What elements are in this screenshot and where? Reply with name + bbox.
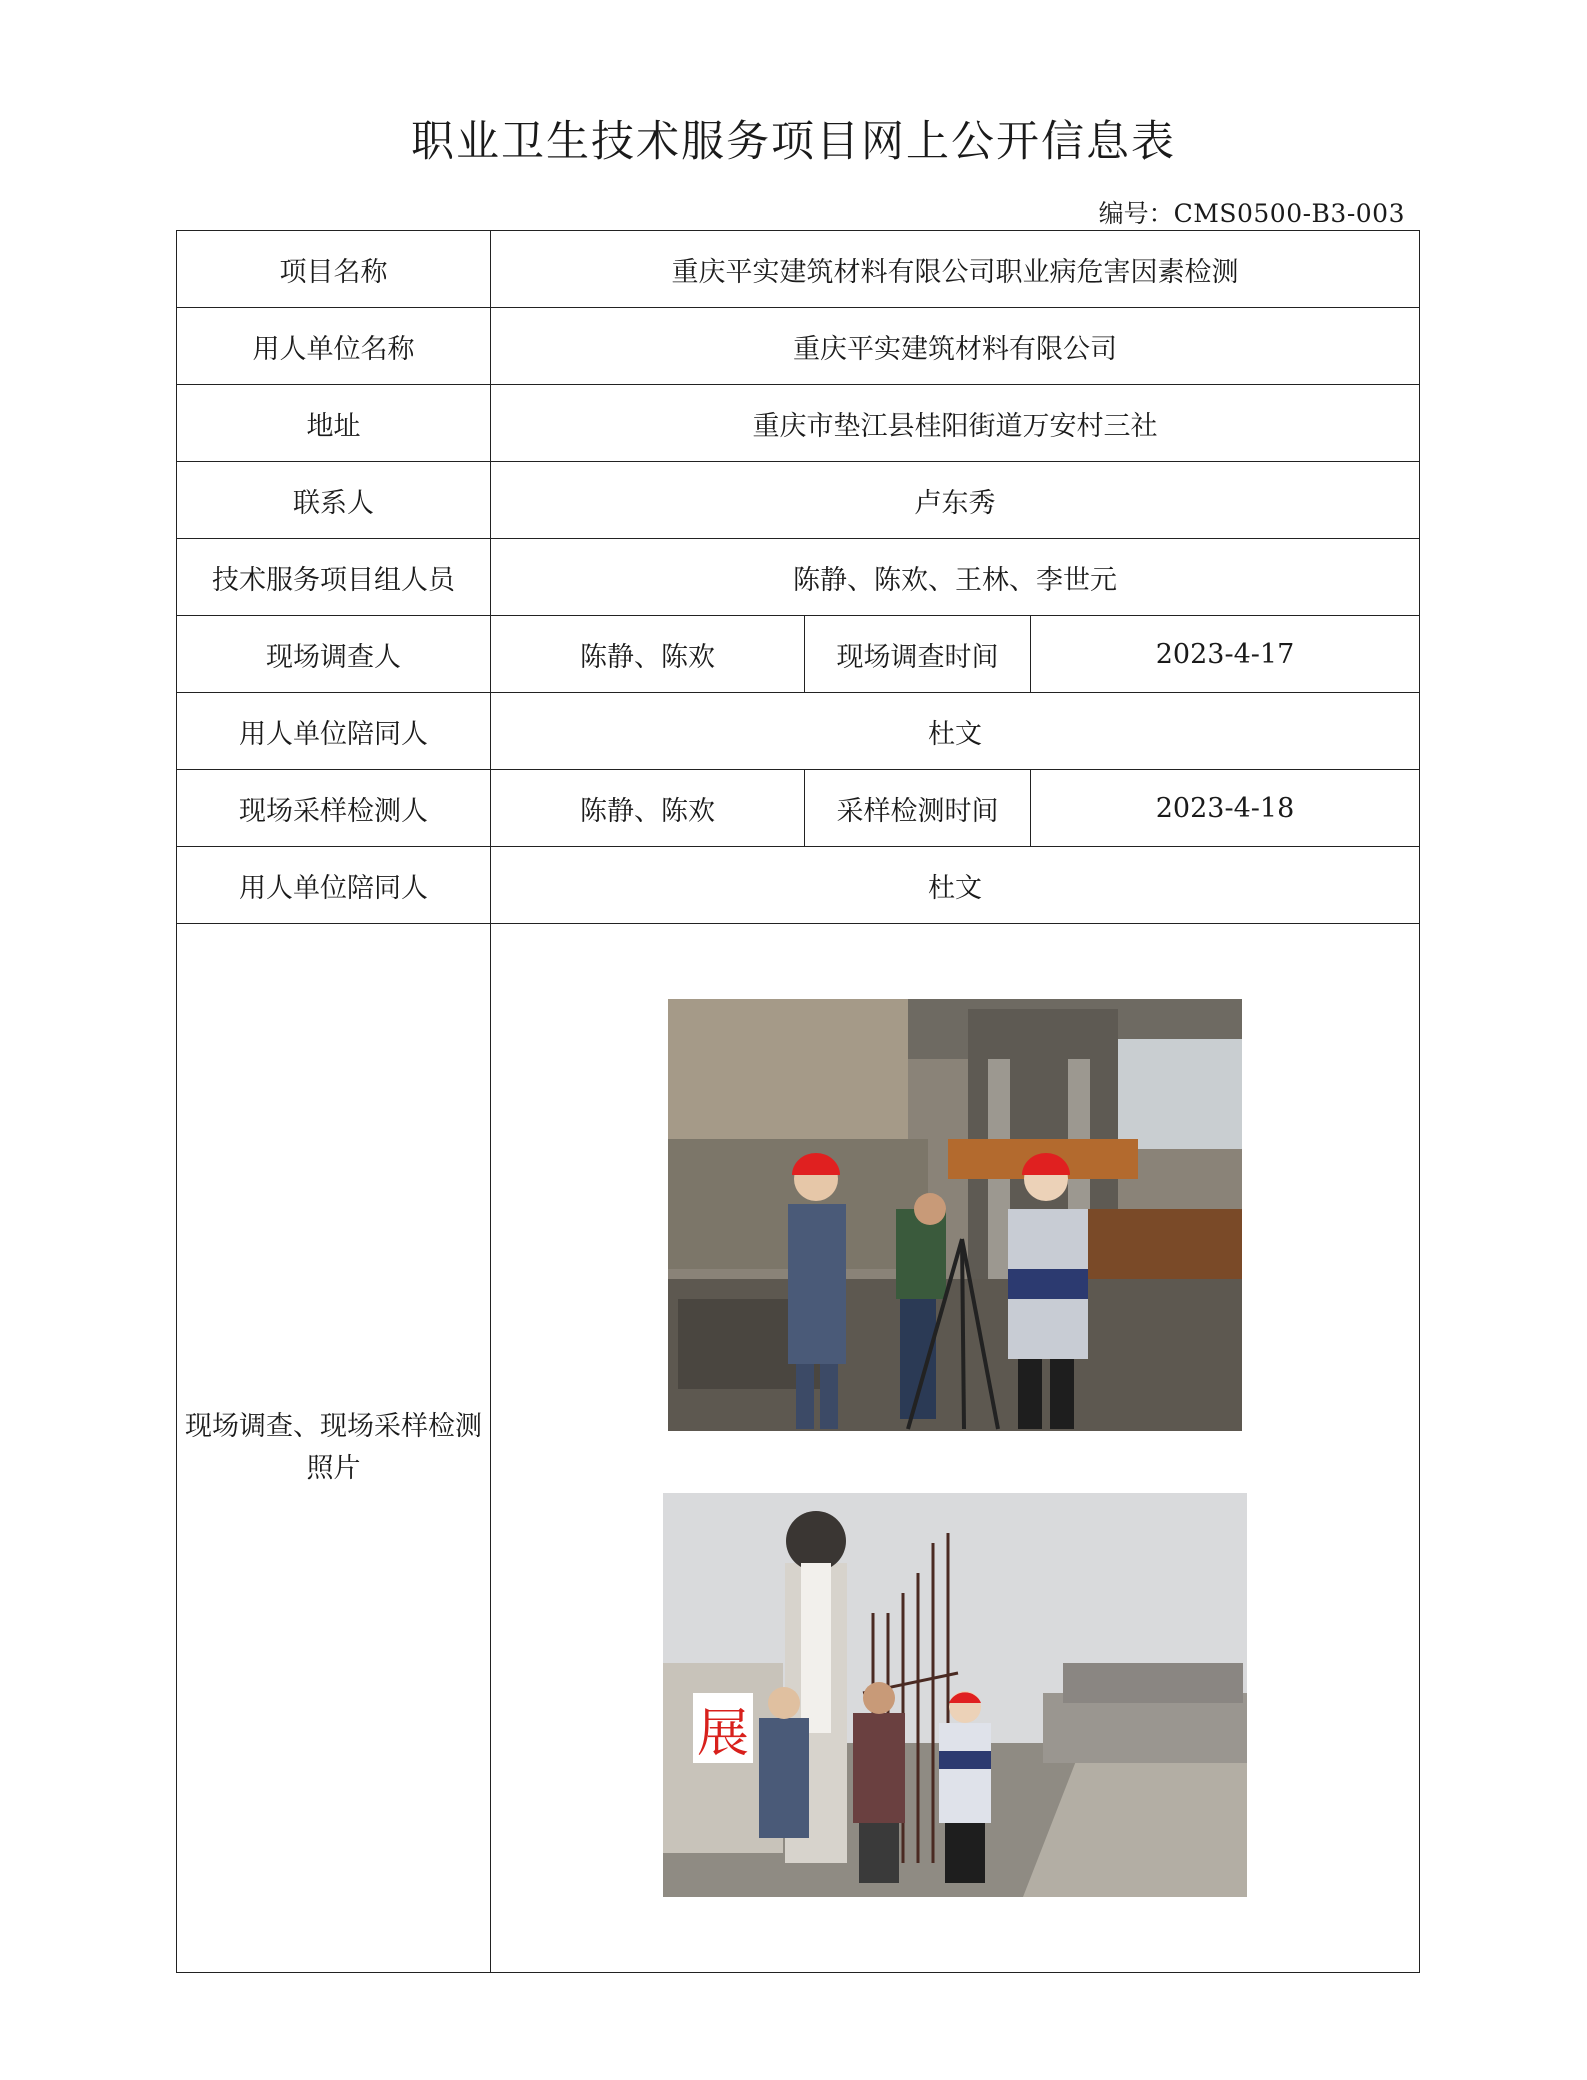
sampling-escort-label: 用人单位陪同人 bbox=[177, 847, 491, 924]
document-number bbox=[1099, 194, 1405, 230]
project-name-value: 重庆平实建筑材料有限公司职业病危害因素检测 bbox=[491, 231, 1420, 308]
sampling-time-value: 2023-4-18 bbox=[1031, 770, 1420, 847]
table-row-sampling-escort bbox=[177, 847, 1420, 924]
sampling-time-label: 采样检测时间 bbox=[805, 770, 1031, 847]
document-number-value: CMS0500-B3-003 bbox=[1173, 199, 1405, 228]
sampling-person-value: 陈静、陈欢 bbox=[491, 770, 805, 847]
employer-name-value: 重庆平实建筑材料有限公司 bbox=[491, 308, 1420, 385]
survey-person-value: 陈静、陈欢 bbox=[491, 616, 805, 693]
project-name-label: 项目名称 bbox=[177, 231, 491, 308]
table-row-survey bbox=[177, 616, 1420, 693]
survey-escort-value: 杜文 bbox=[491, 693, 1420, 770]
survey-time-value: 2023-4-17 bbox=[1031, 616, 1420, 693]
table-row-photos bbox=[177, 924, 1420, 1973]
document-number-label: 编号： bbox=[1098, 199, 1174, 228]
site-sampling-photo bbox=[668, 999, 1242, 1431]
team-value: 陈静、陈欢、王林、李世元 bbox=[491, 539, 1420, 616]
employer-name-label: 用人单位名称 bbox=[177, 308, 491, 385]
table-row-employer bbox=[177, 308, 1420, 385]
sampling-escort-value: 杜文 bbox=[491, 847, 1420, 924]
table-row-survey-escort bbox=[177, 693, 1420, 770]
sampling-person-label: 现场采样检测人 bbox=[177, 770, 491, 847]
photos-cell bbox=[491, 924, 1420, 1973]
table-row-address bbox=[177, 385, 1420, 462]
table-row-contact bbox=[177, 462, 1420, 539]
address-label: 地址 bbox=[177, 385, 491, 462]
info-table bbox=[176, 230, 1420, 1973]
table-row-team bbox=[177, 539, 1420, 616]
photos-label: 现场调查、现场采样检测照片 bbox=[177, 924, 491, 1973]
team-label: 技术服务项目组人员 bbox=[177, 539, 491, 616]
survey-escort-label: 用人单位陪同人 bbox=[177, 693, 491, 770]
page-title: 职业卫生技术服务项目网上公开信息表 bbox=[411, 117, 1176, 167]
contact-value: 卢东秀 bbox=[491, 462, 1420, 539]
contact-label: 联系人 bbox=[177, 462, 491, 539]
site-survey-photo bbox=[663, 1493, 1247, 1897]
table-row-project-name bbox=[177, 231, 1420, 308]
address-value: 重庆市垫江县桂阳街道万安村三社 bbox=[491, 385, 1420, 462]
table-row-sampling bbox=[177, 770, 1420, 847]
survey-person-label: 现场调查人 bbox=[177, 616, 491, 693]
banner-char: 展 bbox=[696, 1704, 750, 1764]
survey-time-label: 现场调查时间 bbox=[805, 616, 1031, 693]
